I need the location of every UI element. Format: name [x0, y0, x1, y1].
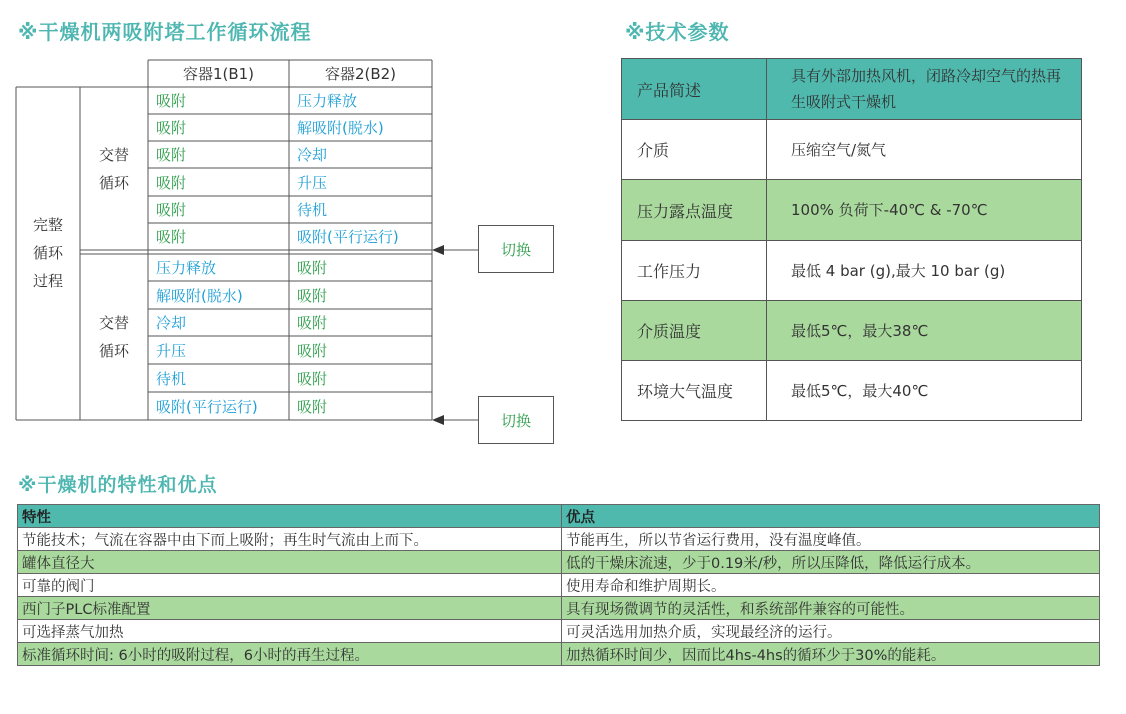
- advantage-cell: 低的干燥床流速，少于0.19米/秒，所以压降低，降低运行成本。: [562, 551, 1100, 574]
- top-b1-cell: 吸附: [156, 119, 187, 137]
- table-row: [18, 597, 1100, 620]
- top-b2-cell: 冷却: [297, 146, 328, 164]
- table-row: [18, 528, 1100, 551]
- bottom-b2-cell: 吸附: [297, 397, 328, 416]
- feature-cell: 节能技术；气流在容器中由下而上吸附；再生时气流由上而下。: [18, 528, 562, 551]
- tech-key: 介质: [622, 120, 767, 179]
- tech-row: [621, 58, 1082, 119]
- top-b1-cell: 吸附: [156, 228, 187, 246]
- tech-value: 具有外部加热风机，闭路冷却空气的热再生吸附式干燥机: [791, 67, 1062, 111]
- bottom-b2-cell: 吸附: [297, 369, 328, 388]
- feature-cell: 可靠的阀门: [18, 574, 562, 597]
- advantage-cell: 节能再生，所以节省运行费用，没有温度峰值。: [562, 528, 1100, 551]
- top-b1-cell: 吸附: [156, 146, 187, 164]
- header-b2: 容器2(B2): [324, 65, 397, 83]
- table-row: [18, 574, 1100, 597]
- alternate-cycle-label-bottom: 交替 循环: [98, 314, 129, 360]
- tech-key: 工作压力: [622, 241, 767, 300]
- bottom-b1-cell: 吸附(平行运行): [156, 397, 258, 416]
- header-feature: 特性: [18, 505, 562, 528]
- top-b1-cell: 吸附: [156, 201, 187, 219]
- tech-key: 介质温度: [622, 301, 767, 360]
- tech-key: 环境大气温度: [622, 361, 767, 420]
- top-b2-cell: 压力释放: [297, 92, 358, 110]
- bottom-b1-cell: 解吸附(脱水): [156, 286, 243, 305]
- bottom-b1-cell: 待机: [156, 369, 187, 388]
- header-advantage: 优点: [562, 505, 1100, 528]
- top-b2-cell: 吸附(平行运行): [297, 228, 399, 246]
- bottom-b1-cell: 压力释放: [156, 259, 217, 277]
- tech-value: 最低 4 bar (g),最大 10 bar (g): [791, 261, 1006, 280]
- table-row: [18, 643, 1100, 666]
- bottom-b2-cell: 吸附: [297, 286, 328, 305]
- bottom-b2-cell: 吸附: [297, 259, 328, 277]
- feature-cell: 罐体直径大: [18, 551, 562, 574]
- tech-key: 压力露点温度: [622, 180, 767, 240]
- bottom-b1-cell: 升压: [156, 341, 187, 360]
- advantage-cell: 使用寿命和维护周期长。: [562, 574, 1100, 597]
- switch-box-bottom: 切换: [478, 396, 554, 444]
- tech-value: 压缩空气/氮气: [791, 140, 887, 159]
- advantage-cell: 加热循环时间少，因而比4hs-4hs的循环少于30%的能耗。: [562, 643, 1100, 666]
- features-title: ※干燥机的特性和优点: [18, 474, 218, 496]
- tech-title: ※技术参数: [625, 20, 730, 44]
- bottom-b2-cell: 吸附: [297, 341, 328, 360]
- top-b2-cell: 待机: [297, 201, 328, 219]
- tech-row: [621, 119, 1082, 179]
- advantage-cell: 可灵活选用加热介质，实现最经济的运行。: [562, 620, 1100, 643]
- top-b2-cell: 解吸附(脱水): [297, 119, 384, 137]
- feature-cell: 西门子PLC标准配置: [18, 597, 562, 620]
- tech-value: 最低5℃，最大40℃: [791, 381, 929, 400]
- outer-cycle-label: 完整 循环 过程: [32, 216, 63, 290]
- feature-cell: 标准循环时间: 6小时的吸附过程，6小时的再生过程。: [18, 643, 562, 666]
- feature-cell: 可选择蒸气加热: [18, 620, 562, 643]
- advantage-cell: 具有现场微调节的灵活性，和系统部件兼容的可能性。: [562, 597, 1100, 620]
- top-b1-cell: 吸附: [156, 173, 187, 192]
- top-b2-cell: 升压: [297, 173, 328, 192]
- tech-row: [621, 300, 1082, 360]
- table-row: [18, 620, 1100, 643]
- cycle-title: ※干燥机两吸附塔工作循环流程: [18, 20, 312, 44]
- tech-row: [621, 179, 1082, 240]
- bottom-b1-cell: 冷却: [156, 314, 187, 332]
- tech-key: 产品简述: [622, 59, 767, 119]
- top-b1-cell: 吸附: [156, 92, 187, 110]
- features-table: [17, 504, 1100, 666]
- table-header-row: [18, 505, 1100, 528]
- alternate-cycle-label-top: 交替 循环: [98, 146, 129, 192]
- header-b1: 容器1(B1): [182, 65, 255, 83]
- tech-value: 100% 负荷下-40℃ & -70℃: [791, 201, 988, 219]
- tech-value: 最低5℃，最大38℃: [791, 321, 929, 340]
- switch-box-top: 切换: [478, 225, 554, 273]
- tech-row: [621, 240, 1082, 300]
- bottom-b2-cell: 吸附: [297, 314, 328, 332]
- table-row: [18, 551, 1100, 574]
- tech-row: [621, 360, 1082, 421]
